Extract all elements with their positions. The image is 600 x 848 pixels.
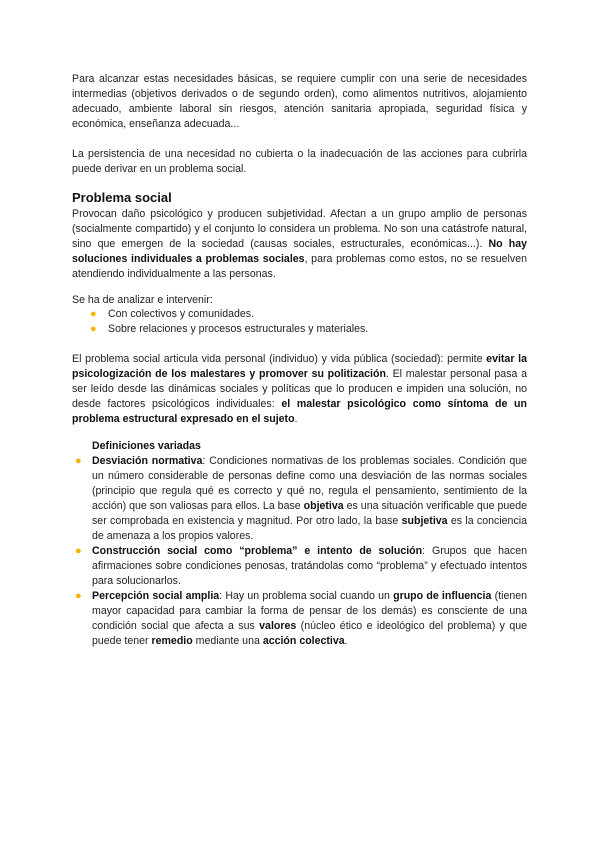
bullet-dot-icon: ● xyxy=(90,308,97,320)
bullet-dot-icon: ● xyxy=(75,455,82,467)
list-item: ● Percepción social amplia: Hay un problema social cuando un grupo de influencia (tienen mayor capacidad para cambiar la forma de pensar de los demás) es consciente de una condición social que afecta a sus valores (núcleo ético e ideológico del problema) y que puede tener remedio mediante una acción colectiva. xyxy=(75,590,528,647)
analyze-intro: Se ha de analizar e intervenir: xyxy=(72,294,213,306)
bullet-dot-icon: ● xyxy=(75,590,82,602)
definitions-list xyxy=(72,454,527,649)
section-heading: Problema social xyxy=(72,190,172,205)
bullet-dot-icon: ● xyxy=(90,323,97,335)
list-item: ● Construcción social como “problema” e intento de solución: Grupos que hacen afirmaciones sobre condiciones penosas, tratándolas como “problema” y efectuado intentos para solucionarlos. xyxy=(75,545,527,587)
analyze-list xyxy=(72,307,527,337)
intro-paragraph-1: Para alcanzar estas necesidades básicas, se requiere cumplir con una serie de necesidades intermedias (objetivos derivados o de segundo orden), como alimentos nutritivos, alojamiento adecuado, ambiente laboral sin riesgos, atención sanitaria apropiada, seguridad física y económica, enseñanza adecuada... xyxy=(72,73,527,130)
problem-text: Provocan daño psicológico y producen subjetividad. Afectan a un grupo amplio de personas (socialmente compartido) y el conjunto lo considera un problema. No son una catástrofe natural, sino que emergen de la sociedad (causas sociales, estructurales, económicas...). xyxy=(72,208,527,250)
list-item: ● Desviación normativa: Condiciones normativas de los problemas sociales. Condición que un número considerable de personas define como una desviación de las normas sociales (principio que regula qué es correcto y qué no, regula el pensamiento, sentimiento de la acción) que son valiosas para ellos. La base objetiva es una situación verificable que puede ser comprobada en existencia y magnitud. Por otro lado, la base subjetiva es la conciencia de amenaza a los propios valores. xyxy=(75,455,527,542)
articulation-paragraph: El problema social articula vida personal (individuo) y vida pública (sociedad): permite evitar la psicologización de los malestares y promover su politización. El malestar personal pasa a ser leído desde las dinámicas sociales y políticas que lo producen e impiden una solución, no desde factores psicológicos individuales: el malestar psicológico como síntoma de un problema estructural expresado en el sujeto. xyxy=(72,353,528,425)
list-item: ● Sobre relaciones y procesos estructurales y materiales. xyxy=(90,323,369,335)
definitions-title: Definiciones variadas xyxy=(92,440,201,452)
problem-bold: No hay soluciones individuales a problemas sociales xyxy=(72,238,527,265)
problem-tail: , para problemas como estos, no se resuelven atendiendo individualmente a las personas. xyxy=(72,253,527,280)
problem-paragraph xyxy=(72,207,527,282)
bullet-dot-icon: ● xyxy=(75,545,82,557)
intro-paragraph-2: La persistencia de una necesidad no cubierta o la inadecuación de las acciones para cubrirla puede derivar en un problema social. xyxy=(72,148,527,175)
list-item: ● Con colectivos y comunidades. xyxy=(90,308,255,320)
